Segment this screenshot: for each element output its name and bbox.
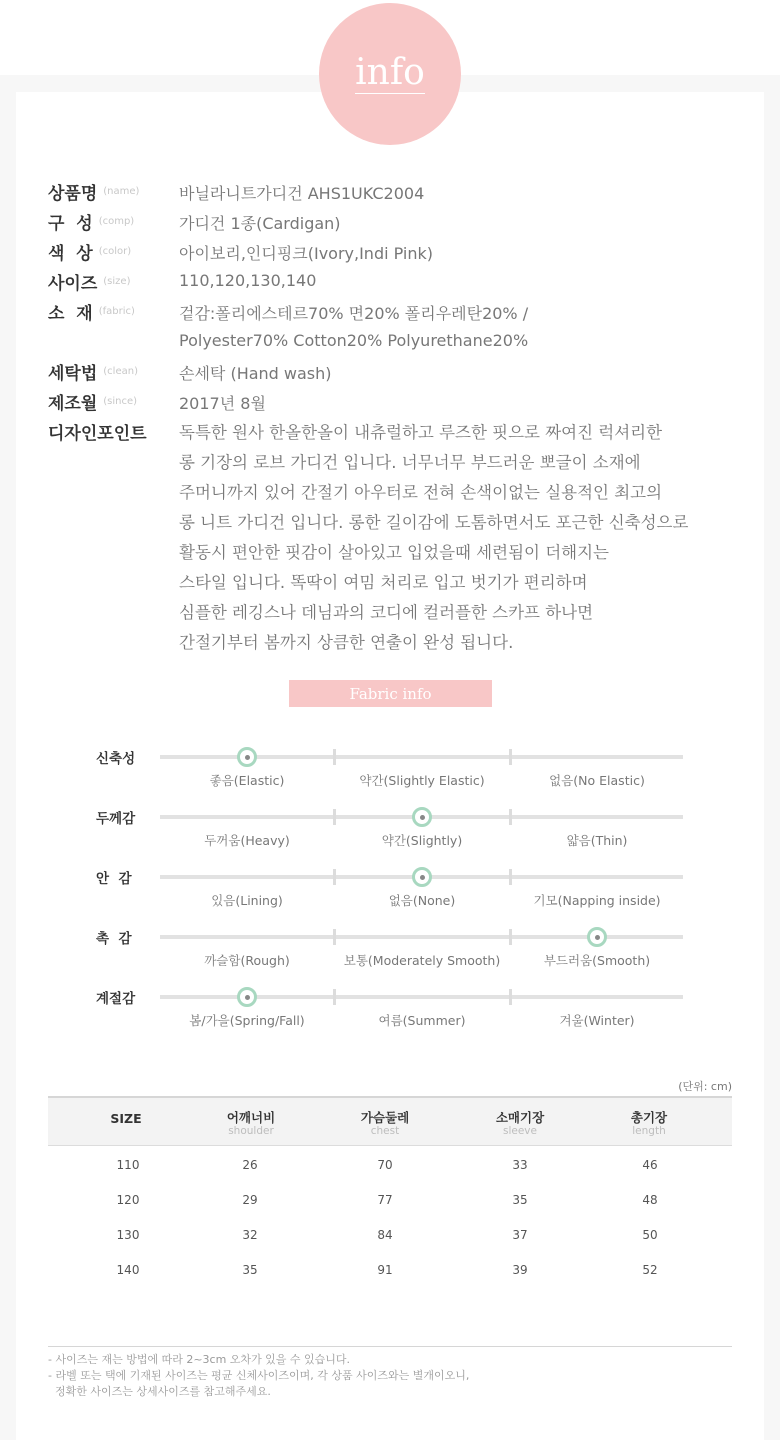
info-row-size: [48, 266, 178, 296]
info-badge: [319, 3, 461, 145]
scale-selected-marker: [412, 867, 432, 887]
unit-label: (단위: cm): [678, 1080, 732, 1093]
scale-selected-marker: [237, 987, 257, 1007]
scale-option: 겨울(Winter): [559, 1013, 635, 1028]
size-value: 110,120,130,140: [179, 271, 317, 290]
info-row-since: [48, 386, 178, 416]
scale-option: 약간(Slightly Elastic): [359, 773, 485, 788]
scale-option: 기모(Napping inside): [533, 893, 661, 908]
note-line: - 라벨 또는 택에 기재된 사이즈는 평균 신체사이즈이며, 각 상품 사이즈와는 별개이오니,: [48, 1369, 470, 1382]
info-row-color: [48, 236, 178, 266]
scale-label: 두께감: [96, 811, 136, 827]
scale-tick: [509, 869, 512, 885]
header-length: 총기장 length: [630, 1110, 668, 1137]
header-size: SIZE: [110, 1111, 142, 1126]
comp-label: 구 성: [48, 213, 93, 234]
since-value: 2017년 8월: [179, 394, 266, 413]
table-row: 130 32 84 37 50: [116, 1228, 658, 1242]
scale-tick: [333, 869, 336, 885]
scale-label: 신축성: [96, 751, 136, 767]
design-line: 롱 니트 가디건 입니다. 롱한 길이감에 도톰하면서도 포근한 신축성으로: [179, 513, 689, 532]
scale-selected-marker: [412, 807, 432, 827]
notes-divider: [48, 1346, 732, 1347]
table-row: 140 35 91 39 52: [116, 1263, 658, 1277]
fabric-info-title: Fabric info: [289, 680, 492, 707]
color-label: 색 상: [48, 243, 93, 264]
scale-option: 있음(Lining): [211, 893, 283, 908]
fabric-value-en: Polyester70% Cotton20% Polyurethane20%: [179, 331, 529, 350]
note-line: - 사이즈는 재는 방법에 따라 2~3cm 오차가 있을 수 있습니다.: [48, 1353, 351, 1366]
header-chest: 가슴둘레 chest: [360, 1110, 410, 1137]
design-line: 심플한 레깅스나 데님과의 코디에 컬러플한 스카프 하나면: [179, 603, 594, 622]
design-line: 스타일 입니다. 똑딱이 여밈 처리로 입고 벗기가 편리하며: [179, 573, 588, 592]
info-row-fabric: [48, 296, 178, 326]
scale-option: 까슬함(Rough): [204, 953, 290, 968]
design-line: 간절기부터 봄까지 상큼한 연출이 완성 됩니다.: [179, 633, 514, 652]
scale-selected-marker: [237, 747, 257, 767]
scale-label: 촉 감: [96, 931, 132, 947]
fabric-sub: (fabric): [98, 305, 135, 317]
scale-option: 부드러움(Smooth): [543, 953, 651, 968]
scale-option: 봄/가을(Spring/Fall): [189, 1013, 305, 1028]
info-row-design: [48, 416, 178, 446]
info-row-clean: [48, 356, 178, 386]
since-label: 제조월: [48, 393, 98, 414]
info-row-name: [48, 176, 178, 206]
scale-option: 약간(Slightly): [381, 833, 463, 848]
design-line: 활동시 편안한 핏감이 살아있고 입었을때 세련됨이 더해지는: [179, 543, 609, 562]
scale-tick: [333, 749, 336, 765]
info-badge-text: info: [355, 52, 425, 93]
scale-option: 보통(Moderately Smooth): [343, 953, 501, 968]
scale-label: 안 감: [96, 871, 132, 887]
scale-option: 좋음(Elastic): [209, 773, 285, 788]
clean-label: 세탁법: [48, 363, 98, 384]
scale-option: 얇음(Thin): [566, 833, 628, 848]
comp-sub: (comp): [98, 215, 135, 227]
scale-option: 두꺼움(Heavy): [204, 833, 290, 848]
design-label: 디자인포인트: [48, 423, 147, 444]
size-label: 사이즈: [48, 273, 98, 294]
scale-label: 계절감: [96, 991, 136, 1007]
size-notes: [48, 1352, 469, 1400]
clean-value: 손세탁 (Hand wash): [179, 364, 332, 383]
scale-selected-marker: [587, 927, 607, 947]
color-sub: (color): [98, 245, 132, 257]
size-sub: (size): [103, 275, 131, 287]
note-line: 정확한 사이즈는 상세사이즈를 참고해주세요.: [48, 1385, 271, 1398]
comp-value: 가디건 1종(Cardigan): [179, 214, 341, 233]
clean-sub: (clean): [103, 365, 138, 377]
name-label: 상품명: [48, 183, 98, 204]
header-shoulder: 어깨너비 shoulder: [226, 1110, 276, 1137]
size-table: [48, 1096, 732, 1288]
color-value: 아이보리,인디핑크(Ivory,Indi Pink): [179, 244, 434, 263]
scale-tick: [509, 749, 512, 765]
scale-option: 없음(No Elastic): [549, 773, 645, 788]
scale-tick: [333, 989, 336, 1005]
design-description: [179, 418, 759, 658]
since-sub: (since): [103, 395, 138, 407]
design-line: 독특한 원사 한올한올이 내츄럴하고 루즈한 핏으로 짜여진 럭셔리한: [179, 423, 663, 442]
scale-tick: [509, 989, 512, 1005]
table-row: 110 26 70 33 46: [116, 1158, 658, 1172]
scale-option: 여름(Summer): [378, 1013, 466, 1028]
fabric-value: 겉감:폴리에스테르70% 면20% 폴리우레탄20% /: [179, 304, 529, 323]
scale-tick: [333, 809, 336, 825]
name-sub: (name): [103, 185, 140, 197]
header-sleeve: 소매기장 sleeve: [495, 1110, 545, 1137]
table-row: 120 29 77 35 48: [116, 1193, 658, 1207]
scale-tick: [509, 809, 512, 825]
scale-option: 없음(None): [388, 893, 456, 908]
scale-tick: [509, 929, 512, 945]
info-row-comp: [48, 206, 178, 236]
scale-tick: [333, 929, 336, 945]
name-value: 바닐라니트가디건 AHS1UKC2004: [179, 184, 425, 203]
design-line: 주머니까지 있어 간절기 아우터로 전혀 손색이없는 실용적인 최고의: [179, 483, 663, 502]
fabric-label: 소 재: [48, 303, 93, 324]
size-table-header: [48, 1096, 732, 1146]
design-line: 롱 기장의 로브 가디건 입니다. 너무너무 부드러운 뽀글이 소재에: [179, 453, 641, 472]
